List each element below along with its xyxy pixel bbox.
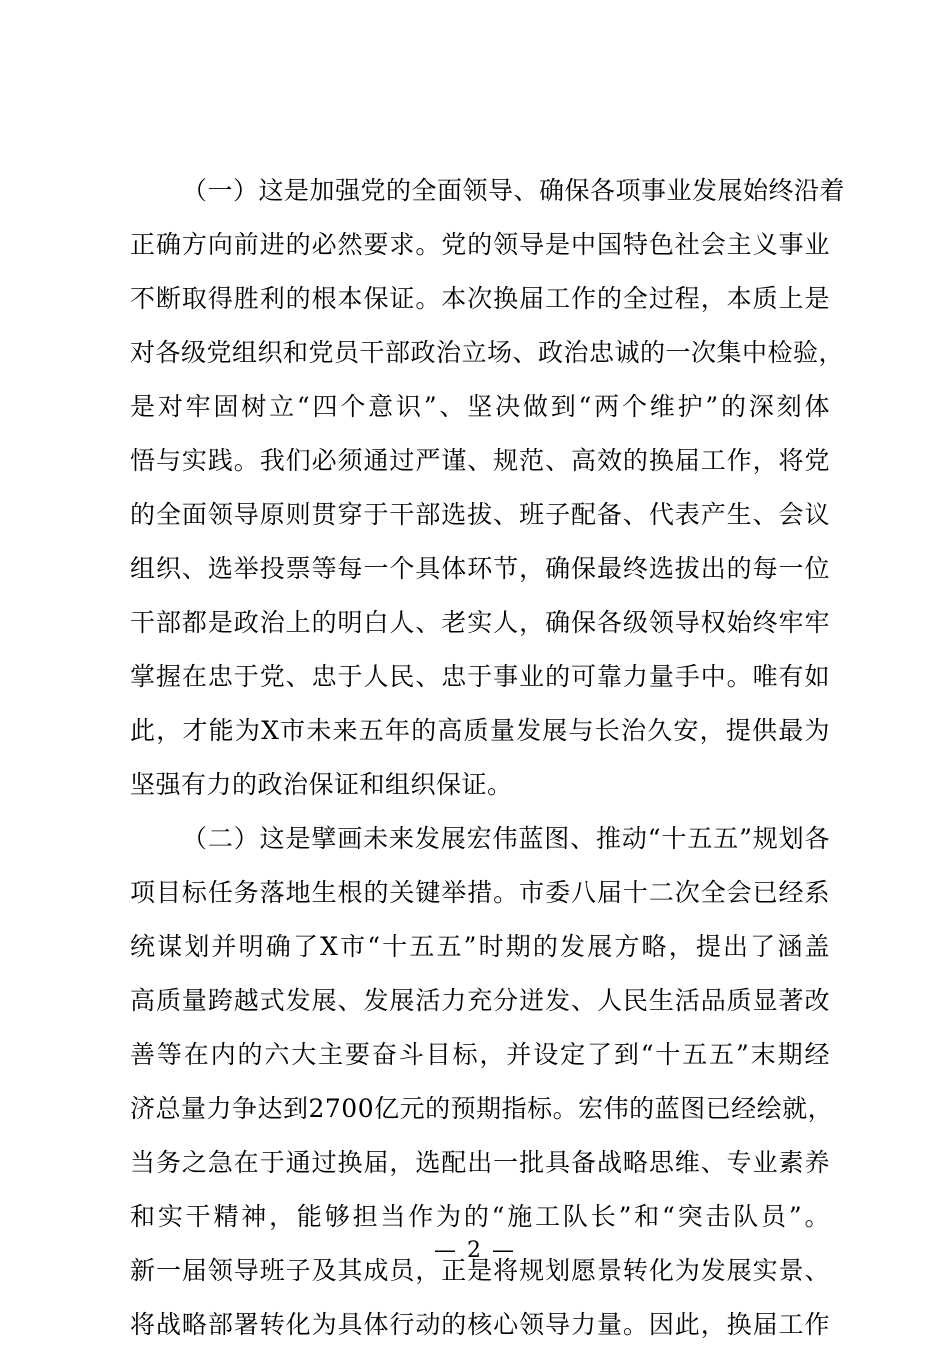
- text-line: 统谋划并明确了X市“十五五”时期的发展方略，提出了涵盖: [130, 932, 830, 961]
- document-body: [130, 164, 846, 1352]
- text-line: 掌握在忠于党、忠于人民、忠于事业的可靠力量手中。唯有如: [130, 662, 830, 691]
- text-line: （二）这是擘画未来发展宏伟蓝图、推动“十五五”规划各: [182, 824, 830, 853]
- text-line: 干部都是政治上的明白人、老实人，确保各级领导权始终牢牢: [130, 608, 830, 637]
- text-line: 不断取得胜利的根本保证。本次换届工作的全过程，本质上是: [130, 284, 830, 313]
- text-line: 的全面领导原则贯穿于干部选拔、班子配备、代表产生、会议: [130, 500, 830, 529]
- text-line: 对各级党组织和党员干部政治立场、政治忠诚的一次集中检验，: [130, 338, 845, 367]
- text-line: 正确方向前进的必然要求。党的领导是中国特色社会主义事业: [130, 230, 830, 259]
- paragraph-2: [130, 812, 834, 1352]
- text-line: 和实干精神，能够担当作为的“施工队长”和“突击队员”。: [130, 1202, 830, 1231]
- text-line: 组织、选举投票等每一个具体环节，确保最终选拔出的每一位: [130, 554, 830, 583]
- text-line: 将战略部署转化为具体行动的核心领导力量。因此，换届工作: [130, 1310, 830, 1339]
- text-line: 此，才能为X市未来五年的高质量发展与长治久安，提供最为: [130, 716, 830, 745]
- text-line: 善等在内的六大主要奋斗目标，并设定了到“十五五”末期经: [130, 1040, 830, 1069]
- text-line: 项目标任务落地生根的关键举措。市委八届十二次全会已经系: [130, 878, 830, 907]
- text-line: 悟与实践。我们必须通过严谨、规范、高效的换届工作，将党: [130, 446, 830, 475]
- text-line: 是对牢固树立“四个意识”、坚决做到“两个维护”的深刻体: [130, 392, 830, 421]
- text-line: 高质量跨越式发展、发展活力充分迸发、人民生活品质显著改: [130, 986, 830, 1015]
- text-line: 新一届领导班子及其成员，正是将规划愿景转化为发展实景、: [130, 1256, 830, 1285]
- paragraph-1: [130, 164, 846, 812]
- text-line: 当务之急在于通过换届，选配出一批具备战略思维、专业素养: [130, 1148, 830, 1177]
- page-number: — 2 —: [434, 1238, 516, 1263]
- text-line: （一）这是加强党的全面领导、确保各项事业发展始终沿着: [182, 176, 846, 205]
- text-line: 坚强有力的政治保证和组织保证。: [130, 770, 513, 799]
- text-line: 济总量力争达到2700亿元的预期指标。宏伟的蓝图已经绘就，: [130, 1094, 834, 1123]
